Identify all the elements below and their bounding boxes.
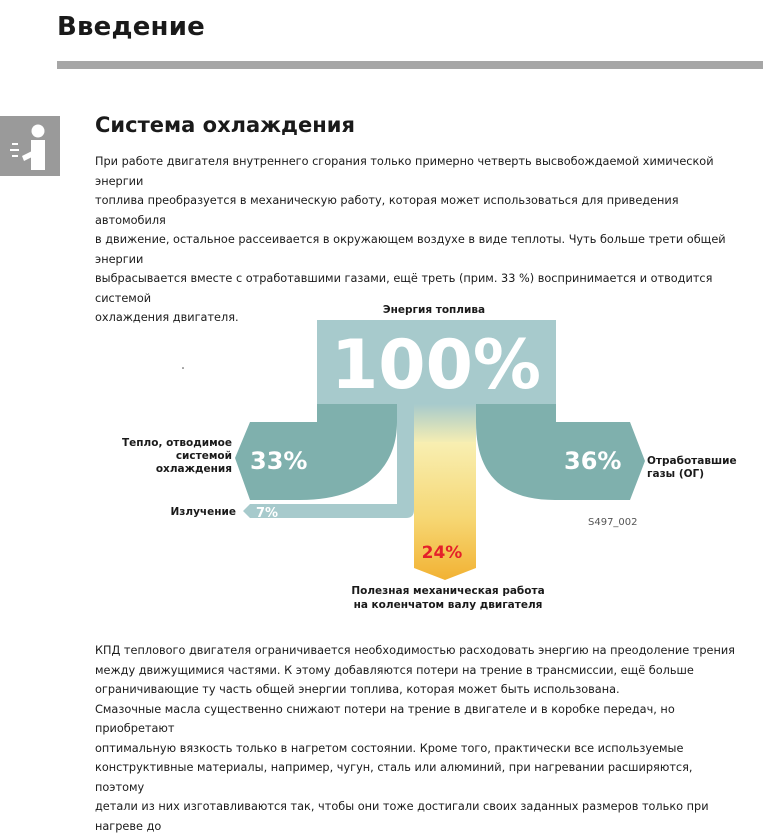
stray-dot <box>182 367 184 369</box>
useful-label-line-2: на коленчатом валу двигателя <box>353 599 543 611</box>
useful-label-line-1: Полезная механическая работа <box>351 585 545 597</box>
figure-code: S497_002 <box>588 517 638 528</box>
radiation-value: 7% <box>256 506 279 521</box>
reader-note-icon <box>0 116 60 176</box>
header-rule <box>57 61 763 69</box>
cooling-label-line-3: охлаждения <box>155 463 232 475</box>
page-title: Введение <box>57 12 205 42</box>
section-title: Система охлаждения <box>95 113 355 137</box>
energy-balance-diagram <box>0 296 763 616</box>
exhaust-label-line-2: газы (ОГ) <box>647 468 705 480</box>
radiation-label: Излучение <box>170 506 236 518</box>
exhaust-label-line-1: Отработавшие <box>647 455 737 467</box>
cooling-label-line-2: системой <box>175 450 232 462</box>
useful-work-fade <box>414 404 476 444</box>
cooling-value: 33% <box>250 447 308 475</box>
fuel-energy-label: Энергия топлива <box>382 304 486 316</box>
useful-value: 24% <box>421 543 463 563</box>
total-value: 100% <box>330 326 542 405</box>
intro-paragraph: При работе двигателя внутреннего сгорания только примерно четверть высвобождаемой химической энергии топлива преобразуется в механическую работу, которая может использоваться для приведения автомобиля в движение, остальное рассеивается в окружающем воздухе в виде теплоты. Чуть больше трети общей энергии выбрасывается вместе с отработавшими газами, ещё треть (прим. 33 %) воспринимается и отводится системой охлаждения двигателя. <box>95 155 726 324</box>
body-paragraph: КПД теплового двигателя ограничивается необходимостью расходовать энергию на преодоление трения между движущимися частями. К этому добавляются потери на трение в трансмиссии, ещё больше ограничивающие ту часть общей энергии топлива, которая может быть использована. Смазочные масла существенно снижают потери на трение в двигателе и в коробке передач, но приобретают оптимальную вязкость только в нагретом состоянии. Кроме того, практически все используемые конструктивные материалы, например, чугун, сталь или алюминий, при нагревании расширяются, поэтому детали из них изготавливаются так, чтобы они тоже достигали своих заданных размеров только при нагреве до <box>95 644 735 833</box>
exhaust-value: 36% <box>564 447 622 475</box>
cooling-label-line-1: Тепло, отводимое <box>122 437 232 449</box>
